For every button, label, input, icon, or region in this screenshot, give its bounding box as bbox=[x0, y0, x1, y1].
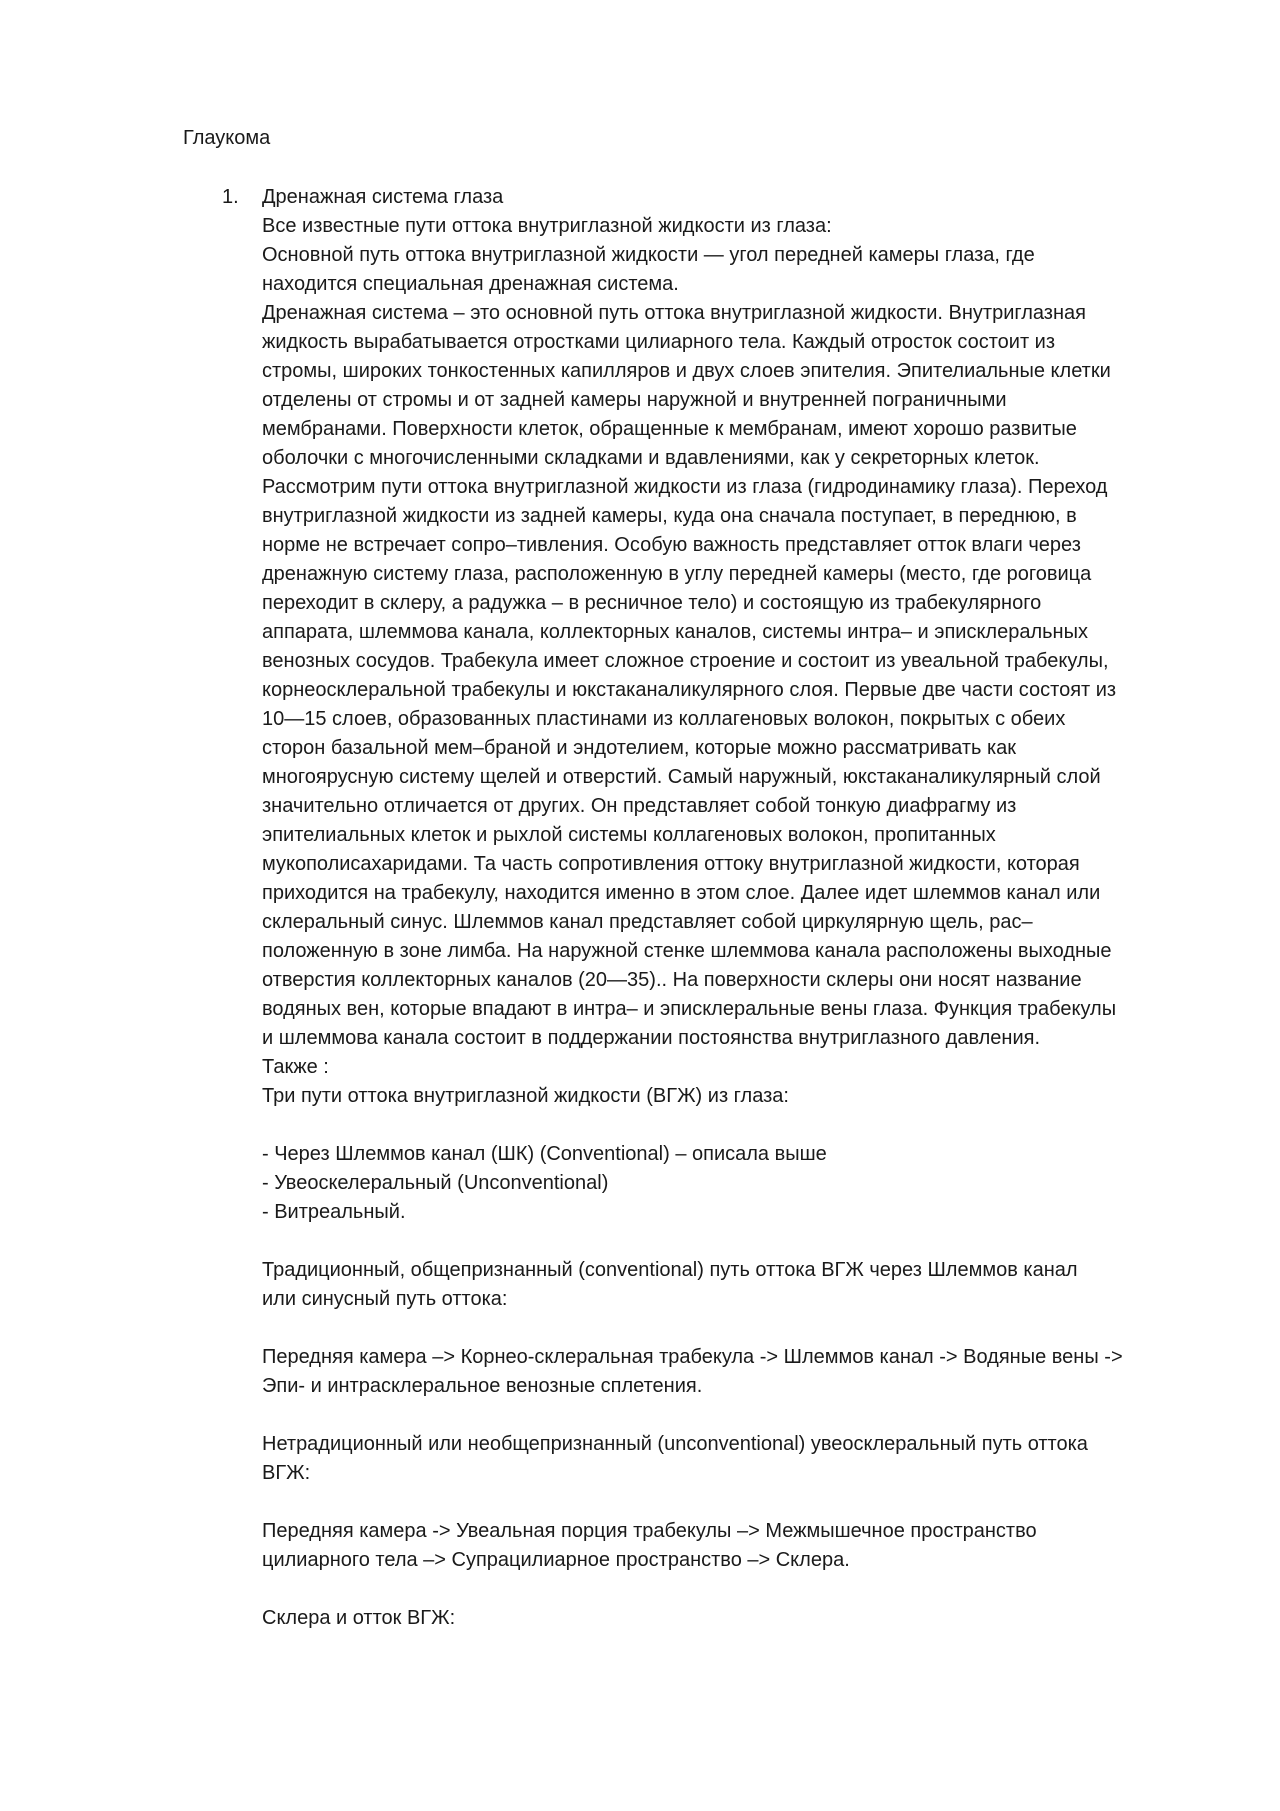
list-item-content bbox=[262, 183, 1222, 1633]
sclera-title: Склера и отток ВГЖ: bbox=[262, 1607, 456, 1629]
section-heading: Дренажная система глаза bbox=[262, 186, 504, 208]
main-path-paragraph: Основной путь оттока внутриглазной жидкости — угол передней камеры глаза, где находится специальная дренажная система. bbox=[262, 244, 1035, 295]
path-list-item: - Через Шлеммов канал (ШК) (Conventional) – описала выше bbox=[262, 1143, 827, 1165]
three-paths-intro: Три пути оттока внутриглазной жидкости (ВГЖ) из глаза: bbox=[262, 1085, 789, 1107]
conventional-path: Передняя камера –> Корнео-склеральная трабекула -> Шлеммов канал -> Водяные вены -> Эпи- и интрасклеральное венозные сплетения. bbox=[262, 1346, 1123, 1397]
body-paragraph: Дренажная система – это основной путь оттока внутриглазной жидкости. Внутриглазная жидкость вырабатывается отростками цилиарного тела. Каждый отросток состоит из стромы, широких тонкостенных капилляров и двух слоев эпителия. Эпителиальные клетки отделены от стромы и от задней камеры наружной и внутренней пограничными мембранами. Поверхности клеток, обращенные к мембранам, имеют хорошо развитые оболочки с многочисленными складками и вдавлениями, как у секреторных клеток. Рассмотрим пути оттока внутриглазной жидкости из глаза (гидродинамику глаза). Переход внутриглазной жидкости из задней камеры, куда она сначала поступает, в переднюю, в норме не встречает сопро–тивления. Особую важность представляет отток влаги через дренажную систему глаза, расположенную в углу передней камеры (место, где роговица переходит в склеру, а радужка – в ресничное тело) и состоящую из трабекулярного аппарата, шлеммова канала, коллекторных каналов, системы интра– и эписклеральных венозных сосудов. Трабекула имеет сложное строение и состоит из увеальной трабекулы, корнеосклеральной трабекулы и юкстаканаликулярного слоя. Первые две части состоят из 10—15 слоев, образованных пластинами из коллагеновых волокон, покрытых с обеих сторон базальной мем–браной и эндотелием, которые можно рассматривать как многоярусную систему щелей и отверстий. Самый наружный, юкстаканаликулярный слой значительно отличается от других. Он представляет собой тонкую диафрагму из эпителиальных клеток и рыхлой системы коллагеновых волокон, пропитанных мукополисахаридами. Та часть сопротивления оттоку внутриглазной жидкости, которая приходится на трабекулу, находится именно в этом слое. Далее идет шлеммов канал или склеральный синус. Шлеммов канал представляет собой циркулярную щель, рас– положенную в зоне лимба. На наружной стенке шлеммова канала расположены выходные отверстия коллекторных каналов (20—35).. На поверхности склеры они носят название водяных вен, которые впадают в интра– и эписклеральные вены глаза. Функция трабекулы и шлеммова канала состоит в поддержании постоянства внутриглазного давления. bbox=[262, 302, 1117, 1049]
also-paragraph: Также : bbox=[262, 1056, 329, 1078]
unconventional-title: Нетрадиционный или необщепризнанный (unconventional) увеосклеральный путь оттока ВГЖ: bbox=[262, 1433, 1088, 1484]
path-list-item: - Увеоскелеральный (Unconventional) bbox=[262, 1172, 609, 1194]
conventional-title: Традиционный, общепризнанный (conventional) путь оттока ВГЖ через Шлеммов канал или синусный путь оттока: bbox=[262, 1259, 1078, 1310]
unconventional-path: Передняя камера -> Увеальная порция трабекулы –> Межмышечное пространство цилиарного тела –> Супрацилиарное пространство –> Склера. bbox=[262, 1520, 1037, 1571]
document-title: Глаукома bbox=[183, 127, 271, 149]
path-list-item: - Витреальный. bbox=[262, 1201, 406, 1223]
list-number: 1. bbox=[222, 186, 239, 208]
intro-paragraph: Все известные пути оттока внутриглазной жидкости из глаза: bbox=[262, 215, 832, 237]
